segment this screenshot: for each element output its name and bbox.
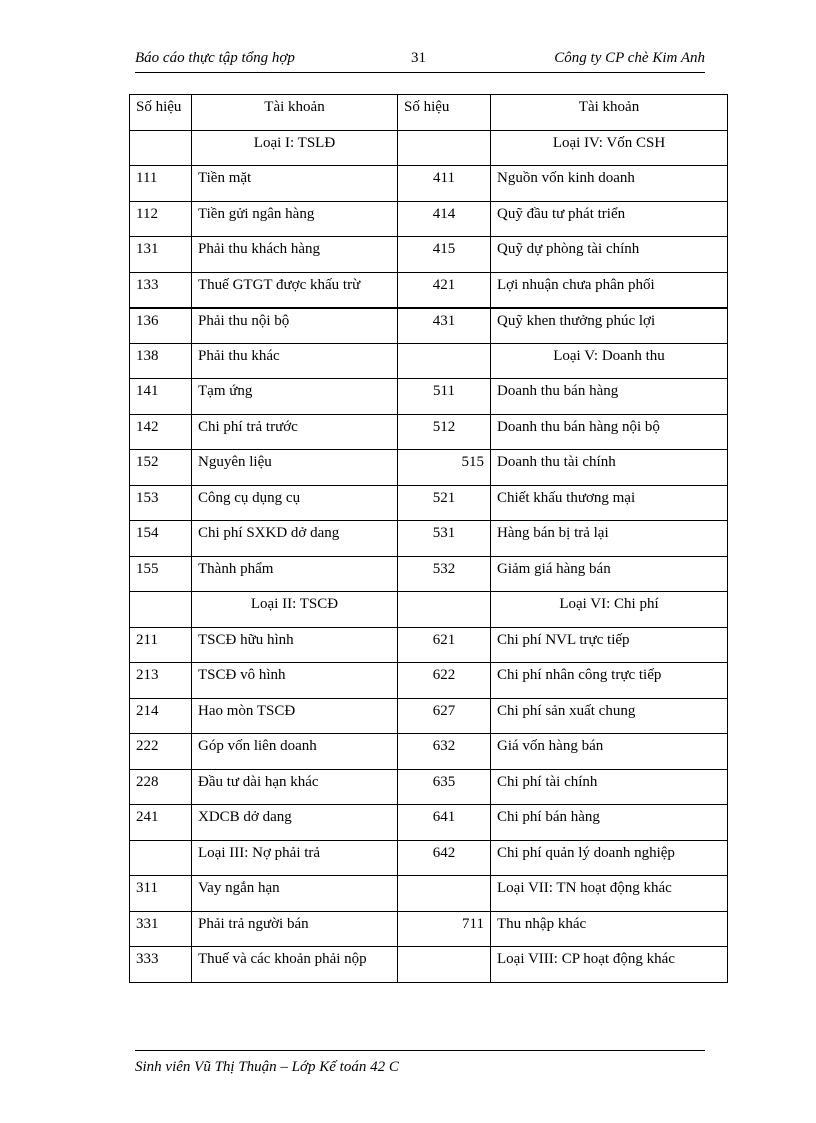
footer-author: Sinh viên Vũ Thị Thuận – Lớp Kế toán 42 C [135,1059,399,1075]
account-group-cell: Loại II: TSCĐ [192,592,398,628]
company-name: Công ty CP chè Kim Anh [554,50,705,66]
table-row [130,769,728,805]
account-code-cell: 133 [130,272,192,308]
account-name-cell: TSCĐ hữu hình [192,627,398,663]
account-name-cell: Chi phí trả trước [192,414,398,450]
account-code-cell: 635 [398,769,491,805]
account-name-cell: Thu nhập khác [491,911,728,947]
account-name-cell: Chi phí quản lý doanh nghiệp [491,840,728,876]
account-name-cell: Góp vốn liên doanh [192,734,398,770]
account-name-cell: Thuế và các khoản phải nộp [192,947,398,983]
column-header-account-1: Tài khoản [192,95,398,131]
account-code-cell: 621 [398,627,491,663]
account-name-cell: Vay ngắn hạn [192,876,398,912]
table-row [130,840,728,876]
account-name-cell: Tiền gửi ngân hàng [192,201,398,237]
account-code-cell: 642 [398,840,491,876]
account-code-cell: 641 [398,805,491,841]
column-header-account-2: Tài khoản [491,95,728,131]
account-code-cell: 532 [398,556,491,592]
account-code-cell: 512 [398,414,491,450]
account-name-cell: Chiết khấu thương mại [491,485,728,521]
account-name-cell: Chi phí nhân công trực tiếp [491,663,728,699]
account-name-cell: Hao mòn TSCĐ [192,698,398,734]
table-row [130,663,728,699]
table-row [130,343,728,379]
account-name-cell: Thuế GTGT được khấu trừ [192,272,398,308]
account-name-cell: Chi phí NVL trực tiếp [491,627,728,663]
page-footer [135,1050,705,1076]
account-code-cell: 241 [130,805,192,841]
account-name-cell: Chi phí bán hàng [491,805,728,841]
table-row [130,272,728,308]
account-code-cell: 411 [398,166,491,202]
account-name-cell: XDCB dở dang [192,805,398,841]
account-group-cell: Loại IV: Vốn CSH [491,130,728,166]
account-code-cell [130,592,192,628]
account-code-cell [398,947,491,983]
table-row [130,308,728,344]
account-name-cell: Thành phẩm [192,556,398,592]
account-name-cell: Giá vốn hàng bán [491,734,728,770]
account-code-cell: 153 [130,485,192,521]
table-row [130,414,728,450]
account-name-cell: Nguyên liệu [192,450,398,486]
table-row [130,734,728,770]
account-name-cell: Hàng bán bị trả lại [491,521,728,557]
chart-of-accounts-table [129,94,728,983]
account-code-cell: 431 [398,308,491,344]
column-header-code-1: Số hiệu [130,95,192,131]
table-row [130,166,728,202]
account-group-cell: Loại III: Nợ phải trả [192,840,398,876]
account-code-cell: 415 [398,237,491,273]
account-code-cell: 112 [130,201,192,237]
account-code-cell: 111 [130,166,192,202]
account-name-cell: Đầu tư dài hạn khác [192,769,398,805]
account-code-cell [398,592,491,628]
table-row [130,201,728,237]
table-row [130,805,728,841]
table-row [130,521,728,557]
account-name-cell: Phải thu nội bộ [192,308,398,344]
page-header [135,48,705,73]
column-header-code-2: Số hiệu [398,95,491,131]
account-code-cell: 155 [130,556,192,592]
account-code-cell: 331 [130,911,192,947]
account-code-cell: 222 [130,734,192,770]
account-name-cell: Lợi nhuận chưa phân phối [491,272,728,308]
account-code-cell: 711 [398,911,491,947]
table-row [130,556,728,592]
account-code-cell: 632 [398,734,491,770]
account-name-cell: Công cụ dụng cụ [192,485,398,521]
table-row [130,876,728,912]
account-code-cell: 622 [398,663,491,699]
account-name-cell: Chi phí sản xuất chung [491,698,728,734]
account-code-cell: 154 [130,521,192,557]
account-code-cell: 131 [130,237,192,273]
account-name-cell: Giảm giá hàng bán [491,556,728,592]
account-name-cell: Doanh thu tài chính [491,450,728,486]
account-group-cell: Loại VI: Chi phí [491,592,728,628]
account-code-cell [130,130,192,166]
account-name-cell: Doanh thu bán hàng nội bộ [491,414,728,450]
account-group-cell: Loại VIII: CP hoạt động khác [491,947,728,983]
table-row [130,485,728,521]
account-name-cell: Chi phí SXKD dở dang [192,521,398,557]
account-code-cell: 414 [398,201,491,237]
account-group-cell: Loại V: Doanh thu [491,343,728,379]
account-code-cell [398,876,491,912]
account-code-cell: 531 [398,521,491,557]
account-code-cell: 141 [130,379,192,415]
account-code-cell: 213 [130,663,192,699]
report-title: Báo cáo thực tập tổng hợp [135,50,295,66]
table-row [130,237,728,273]
table-row [130,379,728,415]
table-row [130,698,728,734]
account-code-cell: 136 [130,308,192,344]
account-name-cell: Quỹ dự phòng tài chính [491,237,728,273]
table-row [130,130,728,166]
account-code-cell [398,343,491,379]
account-name-cell: Tiền mặt [192,166,398,202]
account-name-cell: Phải trả người bán [192,911,398,947]
account-code-cell: 333 [130,947,192,983]
account-name-cell: Nguồn vốn kinh doanh [491,166,728,202]
account-code-cell: 311 [130,876,192,912]
table-row [130,911,728,947]
account-code-cell: 138 [130,343,192,379]
account-name-cell: TSCĐ vô hình [192,663,398,699]
account-name-cell: Phải thu khác [192,343,398,379]
account-code-cell: 214 [130,698,192,734]
account-code-cell: 627 [398,698,491,734]
table-row [130,450,728,486]
table-row [130,627,728,663]
account-name-cell: Chi phí tài chính [491,769,728,805]
account-code-cell: 511 [398,379,491,415]
page-number: 31 [411,50,426,66]
account-code-cell [398,130,491,166]
table-row [130,592,728,628]
account-group-cell: Loại I: TSLĐ [192,130,398,166]
table-header-row [130,95,728,131]
account-code-cell: 211 [130,627,192,663]
account-code-cell: 515 [398,450,491,486]
account-code-cell: 521 [398,485,491,521]
account-code-cell: 142 [130,414,192,450]
account-code-cell [130,840,192,876]
account-group-cell: Loại VII: TN hoạt động khác [491,876,728,912]
account-name-cell: Doanh thu bán hàng [491,379,728,415]
table-row [130,947,728,983]
account-code-cell: 152 [130,450,192,486]
account-code-cell: 421 [398,272,491,308]
account-code-cell: 228 [130,769,192,805]
account-name-cell: Phải thu khách hàng [192,237,398,273]
account-name-cell: Quỹ khen thưởng phúc lợi [491,308,728,344]
account-name-cell: Tạm ứng [192,379,398,415]
account-name-cell: Quỹ đầu tư phát triển [491,201,728,237]
